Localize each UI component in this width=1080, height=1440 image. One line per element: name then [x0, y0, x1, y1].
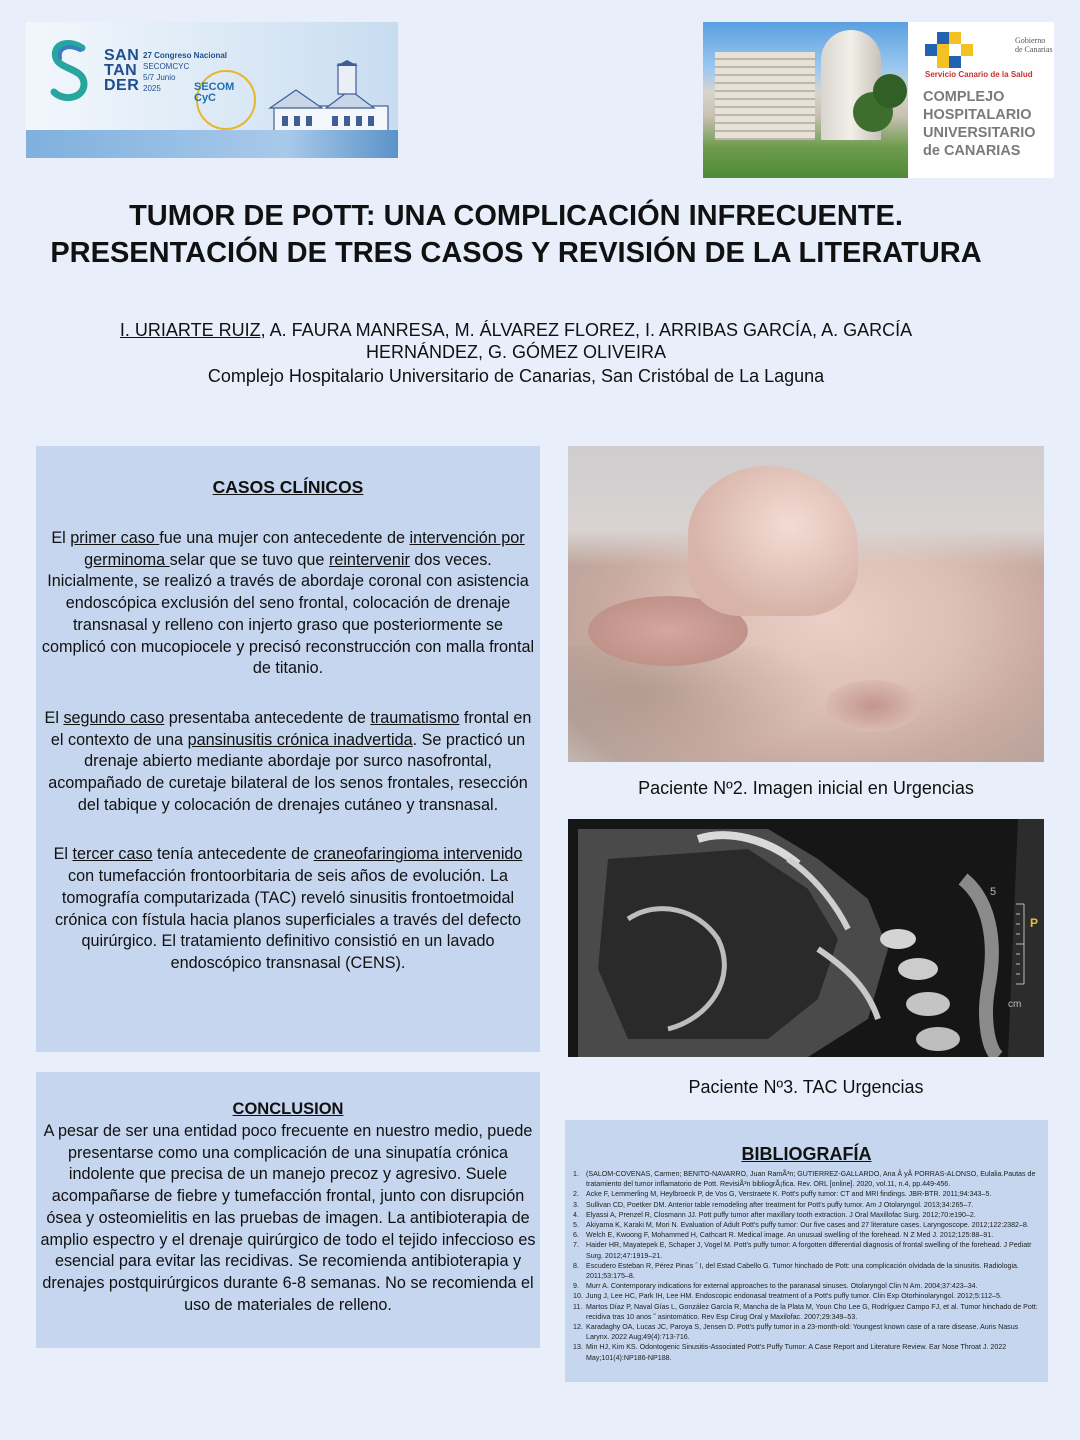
conclusion-text: A pesar de ser una entidad poco frecuente en nuestro medio, puede presentarse como una complicación de una sinupatía crónica indolente que precisa de un manejo precoz y agresivo. Suele acompañarse de fiebre y tumefacción frontal, junto con disrupción ósea y osteomielitis en las pruebas de imagen. La antibioterapia de amplio espectro y el drenaje quirúrgico de todo el tejido infeccioso es esencial para evitar las recidivas. Se recomienda antibioterapia y drenajes postquirúrgicos durante 6-8 semanas. No se recomienda el uso de materiales de relleno.: [40, 1122, 536, 1314]
reference-item: 9. Murr A. Contemporary indications for external approaches to the paranasal sinuses. Otolaryngol Clin N Am. 2004;37:423–34.: [573, 1282, 978, 1291]
figure-1-caption: Paciente Nº2. Imagen inicial en Urgencias: [638, 778, 974, 798]
clinical-cases-heading: CASOS CLÍNICOS: [212, 477, 364, 497]
hospital-name: COMPLEJO HOSPITALARIO UNIVERSITARIO de CANARIAS: [923, 89, 1036, 159]
case-3-paragraph: El tercer caso tenía antecedente de craneofaringioma intervenido con tumefacción frontoorbitaria de seis años de evolución. La tomografía computarizada (TAC) reveló sinusitis frontoetmoidal crónica con fístula hacia planos superficiales a través del defecto quirúrgico. El tratamiento definitivo consistió en un lavado endoscópico transnasal (CENS).: [53, 845, 523, 972]
bibliography-heading: BIBLIOGRAFÍA: [741, 1144, 872, 1164]
reference-list: [565, 1169, 1048, 1363]
logo-footer-band: [26, 130, 398, 158]
reference-item: 7. Haider HR, Mayatepek E, Schaper J, Vogel M. Pott's puffy tumor: A forgotten differential diagnosis of frontal swelling of the forehead. J Pediatr Surg. 2012;47:1919–21.: [573, 1241, 1032, 1260]
patient-2-photo: [568, 446, 1044, 762]
figure-2-caption: Paciente Nº3. TAC Urgencias: [688, 1077, 924, 1097]
patient-3-ct-scan: [568, 819, 1044, 1057]
reference-item: 3. Sullivan CD, Poetker DM. Anterior table remodeling after treatment for Pott's puffy tumor. Am J Otolaryngol. 2013;34:265–7.: [573, 1200, 974, 1209]
ct-scale-unit: cm: [1008, 999, 1022, 1010]
scs-label: Servicio Canario de la Salud: [925, 70, 1033, 79]
conclusion-panel: [36, 1072, 540, 1348]
hospital-logo-text: [915, 22, 1054, 178]
congress-city: SAN TAN DER: [104, 47, 140, 94]
poster-title: TUMOR DE POTT: UNA COMPLICACIÓN INFRECUENTE. PRESENTACIÓN DE TRES CASOS Y REVISIÓN DE LA LITERATURA: [50, 200, 982, 269]
bibliography-panel: [565, 1120, 1048, 1382]
hospital-building-photo: [703, 22, 908, 178]
reference-item: 13. Min HJ, Kim KS. Odontogenic Sinusitis-Associated Pott's Puffy Tumor: A Case Report and Literature Review. Ear Nose Throat J. 2022 May;101(4):NP186-NP188.: [573, 1343, 1007, 1362]
reference-item: 1. (SALOM-COVENAS, Carmen; BENITO-NAVARRO, Juan RamÃ³n; GUTIERREZ-GALLARDO, Ana Â yÂ PORRAS-ALONSO, Eulalia.Pautas de tratamiento del tumor inflamatorio de Pott. RevisiÃ³n bibliogrÃ¡fica. Rev. ORL [online]. 2020, vol.11, n.4, pp.449-456.: [573, 1170, 1036, 1189]
presenting-author: I. URIARTE RUIZ: [119, 320, 261, 340]
ct-sagittal-image: [568, 819, 1044, 1057]
gobierno-canarias-label: Gobierno de Canarias: [1015, 36, 1053, 54]
ct-side-marker: P: [1030, 916, 1039, 930]
author-list: [60, 319, 972, 363]
reference-item: 2. Acke F, Lemmerling M, Heylbroeck P, de Vos G, Verstraete K. Pott's puffy tumor: CT and MRI findings. JBR-BTR. 2011;94:343–5.: [573, 1190, 992, 1199]
reference-item: 8. Escudero Esteban R, Pérez Pinas ˆ I, del Estad Cabello G. Tumor hinchado de Pott: una complicación olvidada de la sinusitis. Radiologia. 2011;53:175–8.: [573, 1261, 1019, 1281]
reference-item: 6. Welch E, Kwoong F, Mohammed H, Cathcart R. Medical image. An unusual swelling of the forehead. N Z Med J. 2012;125:88–91.: [573, 1231, 994, 1240]
congress-s-logo-icon: [46, 36, 94, 106]
reference-item: 11. Martos Díaz P, Naval Gías L, González García R, Mancha de la Plata M, Youn Cho Lee G, Rodríguez Campo FJ, et al. Tumor hinchado de Pott: recidiva tras 10 anos ˜ asintomático. Rev Esp Cirug Oral y Maxilofac. 2007;29:349–53.: [573, 1302, 1038, 1321]
secom-logo: SECOM CyC: [194, 81, 235, 104]
case-2-paragraph: El segundo caso presentaba antecedente de traumatismo frontal en el contexto de una pansinusitis crónica inadvertida. Se practicó un drenaje abierto mediante abordaje por surco nasofrontal, acompañado de curetaje bilateral de los senos frontales, resección del tabique y colocación de drenajes cutáneo y transnasal.: [44, 708, 532, 814]
congress-logo: [26, 22, 398, 158]
reference-item: 4. Elyassi A, Prenzel R, Closmann JJ. Pott puffy tumor after maxillary tooth extraction. J Oral Maxillofac Surg. 2012;70:e190–2.: [573, 1210, 976, 1219]
ct-scale-label-5: 5: [990, 886, 997, 898]
co-authors: , A. FAURA MANRESA, M. ÁLVAREZ FLOREZ, I. ARRIBAS GARCÍA, A. GARCÍA HERNÁNDEZ, G. GÓMEZ OLIVEIRA: [260, 320, 913, 362]
reference-item: 5. Akiyama K, Karaki M, Mori N. Evaluation of Adult Pott's puffy tumor: Our five cases and 27 literature cases. Laryngoscope. 2012;122:2382–8.: [573, 1221, 1029, 1230]
hospital-logo: [703, 22, 1054, 178]
case-1-paragraph: El primer caso fue una mujer con antecedente de intervención por germinoma selar que se tuvo que reintervenir dos veces. Inicialmente, se realizó a través de abordaje coronal con asistencia endoscópica exclusión del seno frontal, colocación de drenaje transnasal y relleno con injerto graso que posteriormente se complicó con mucopiocele y precisó reconstrucción con malla frontal de titanio.: [41, 529, 535, 678]
clinical-cases-panel: [36, 446, 540, 1052]
reference-item: 10. Jung J, Lee HC, Park IH, Lee HM. Endoscopic endonasal treatment of a Pott's puffy tumor. Clin Exp Otorhinolaryngol. 2012;5:112–5.: [573, 1292, 1002, 1301]
conclusion-heading: CONCLUSION: [232, 1100, 344, 1118]
affiliation: Complejo Hospitalario Universitario de Canarias, San Cristóbal de La Laguna: [207, 366, 825, 386]
congress-info: 27 Congreso Nacional SECOMCYC 5/7 Junio 2025: [143, 51, 228, 93]
reference-item: 12. Karadaghy OA, Lucas JC, Paroya S, Jensen D. Pott's puffy tumor in a 23-month-old: Youngest known case of a rare disease. Auris Nasus Larynx. 2022 Aug;49(4):713-716.: [573, 1323, 1019, 1342]
